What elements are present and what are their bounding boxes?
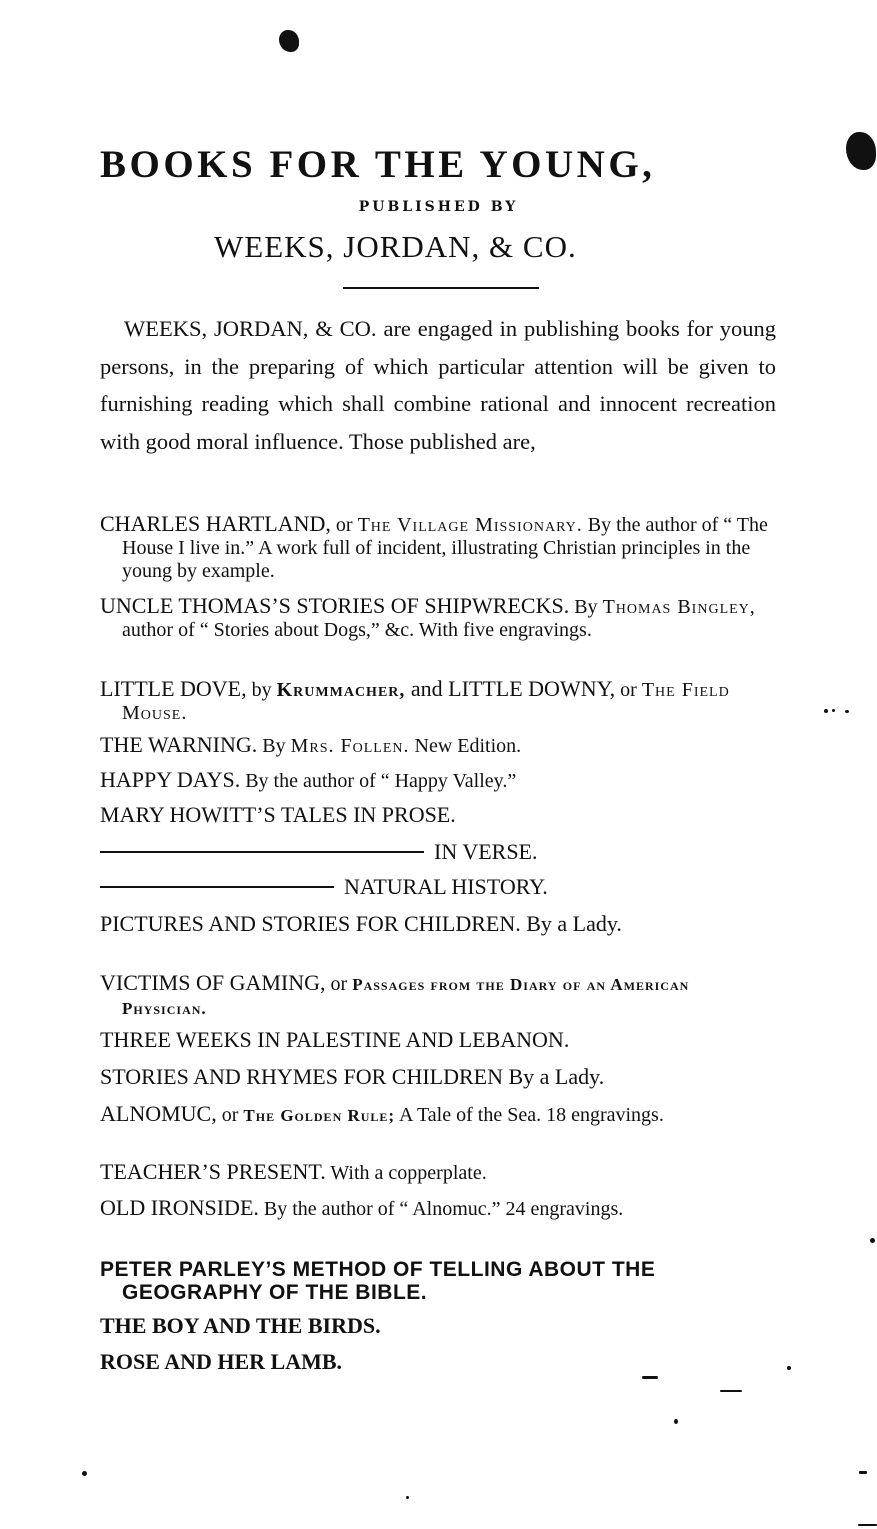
book-title: ALNOMUC, <box>100 1101 217 1126</box>
book-entry-text <box>100 972 776 1020</box>
book-entry-text <box>100 734 776 757</box>
book-entry-text <box>100 1103 776 1127</box>
book-entry-text <box>100 1161 776 1184</box>
ink-speck <box>642 1376 658 1379</box>
book-entry-text <box>100 1258 776 1304</box>
book-entry <box>100 769 776 792</box>
book-entry <box>100 1258 776 1304</box>
ditto-rule <box>100 886 334 888</box>
book-connector: or <box>325 973 353 995</box>
book-title-secondary: and LITTLE DOWNY, <box>405 676 616 701</box>
ink-blot <box>279 30 299 52</box>
book-entry <box>100 1103 776 1127</box>
book-entry-text <box>100 1197 776 1220</box>
book-entry-text <box>100 595 776 641</box>
book-title: MARY HOWITT’S TALES IN PROSE. <box>100 802 456 827</box>
book-entry <box>100 913 776 935</box>
book-entry-text <box>100 769 776 792</box>
book-title: PICTURES AND STORIES FOR CHILDREN. <box>100 911 521 936</box>
book-title: NATURAL HISTORY. <box>344 874 548 899</box>
ink-speck <box>832 709 835 712</box>
book-author: Mrs. Follen. <box>290 735 410 757</box>
book-title: IN VERSE. <box>434 839 538 864</box>
ink-speck <box>787 1366 791 1370</box>
book-detail: New Edition. <box>409 735 522 757</box>
ink-speck <box>824 709 828 713</box>
book-connector: by <box>246 679 277 701</box>
book-entry-text <box>100 1351 776 1373</box>
published-by-text: PUBLISHED BY <box>358 199 519 215</box>
book-title: VICTIMS OF GAMING, <box>100 970 326 995</box>
book-title: HAPPY DAYS. <box>100 767 241 792</box>
book-entry <box>100 1351 776 1373</box>
publisher-name: WEEKS, JORDAN, & CO. <box>214 229 577 264</box>
book-entry <box>100 1066 776 1088</box>
page-title: BOOKS FOR THE YOUNG, <box>100 143 656 186</box>
book-detail: With a copperplate. <box>325 1162 487 1184</box>
book-entry <box>100 841 776 863</box>
book-detail: By a Lady. <box>502 1064 605 1089</box>
book-detail: By the author of “ Happy Valley.” <box>240 770 517 792</box>
book-entry-text <box>100 1066 776 1088</box>
published-by-label <box>0 199 877 215</box>
book-title: CHARLES HARTLAND, <box>100 511 331 536</box>
book-entry <box>100 734 776 757</box>
intro-paragraph: WEEKS, JORDAN, & CO. are engaged in publishing books for young persons, in the preparing of which particular attention will be given to furnishing reading which shall combine rational and innocent recreation with good moral influence. Those published are, <box>100 316 776 454</box>
book-detail: By a Lady. <box>520 911 622 936</box>
ink-speck <box>720 1390 742 1392</box>
book-entry <box>100 972 776 1020</box>
book-entry <box>100 1029 776 1051</box>
ditto-rule <box>100 851 424 853</box>
book-entry <box>100 1197 776 1220</box>
book-entry-text <box>100 678 776 724</box>
book-entry-text <box>100 804 776 826</box>
book-connector: or <box>330 514 358 536</box>
book-detail: A Tale of the Sea. 18 engravings. <box>395 1104 664 1126</box>
book-subtitle: The Golden Rule; <box>243 1106 396 1125</box>
book-subtitle: The Field Mouse. <box>122 679 730 724</box>
book-title: TEACHER’S PRESENT. <box>100 1159 326 1184</box>
ink-speck <box>82 1471 87 1476</box>
book-detail: By the author of “ The House I live in.” A work full of incident, illustrating Christian principles in the young by example. <box>122 514 768 582</box>
ink-speck <box>870 1238 875 1243</box>
book-entry-text <box>100 1315 776 1337</box>
ink-speck <box>859 1471 867 1474</box>
book-entry-text <box>100 1029 776 1051</box>
book-connector: or <box>216 1104 244 1126</box>
book-entry-text <box>100 513 776 582</box>
book-subtitle: The Village Missionary. <box>357 514 583 536</box>
book-entry-text <box>100 913 776 935</box>
book-title: UNCLE THOMAS’S STORIES OF SHIPWRECKS. <box>100 593 570 618</box>
book-detail: By <box>569 596 603 618</box>
ink-speck <box>406 1496 409 1499</box>
book-entry <box>100 1161 776 1184</box>
book-title: THREE WEEKS IN PALESTINE AND LEBANON. <box>100 1027 570 1052</box>
book-detail: author of “ Stories about Dogs,” &c. With five engravings. <box>122 619 592 641</box>
book-entry <box>100 804 776 826</box>
book-entry <box>100 513 776 582</box>
book-author: Thomas Bingley, <box>602 596 756 618</box>
book-entry <box>100 876 776 898</box>
book-entry <box>100 1315 776 1337</box>
book-subtitle: Passages from the Diary of an American Physician. <box>122 975 690 1018</box>
book-detail: By <box>257 735 291 757</box>
book-title: STORIES AND RHYMES FOR CHILDREN <box>100 1064 503 1089</box>
book-title: LITTLE DOVE, <box>100 676 247 701</box>
book-author: Krummacher, <box>276 679 406 701</box>
book-title: THE BOY AND THE BIRDS. <box>100 1313 381 1338</box>
ink-blot <box>846 132 876 170</box>
divider <box>343 287 539 289</box>
ink-speck <box>845 710 849 713</box>
book-detail: By the author of “ Alnomuc.” 24 engravings. <box>258 1198 624 1220</box>
book-entry <box>100 678 776 724</box>
ink-speck <box>674 1419 678 1424</box>
book-entry <box>100 595 776 641</box>
book-title: ROSE AND HER LAMB. <box>100 1349 343 1374</box>
book-title: PETER PARLEY’S METHOD OF TELLING ABOUT THE GEOGRAPHY OF THE BIBLE. <box>100 1258 656 1304</box>
ink-speck <box>858 1524 877 1526</box>
book-title: THE WARNING. <box>100 732 258 757</box>
book-connector: or <box>615 679 642 701</box>
book-title: OLD IRONSIDE. <box>100 1195 259 1220</box>
